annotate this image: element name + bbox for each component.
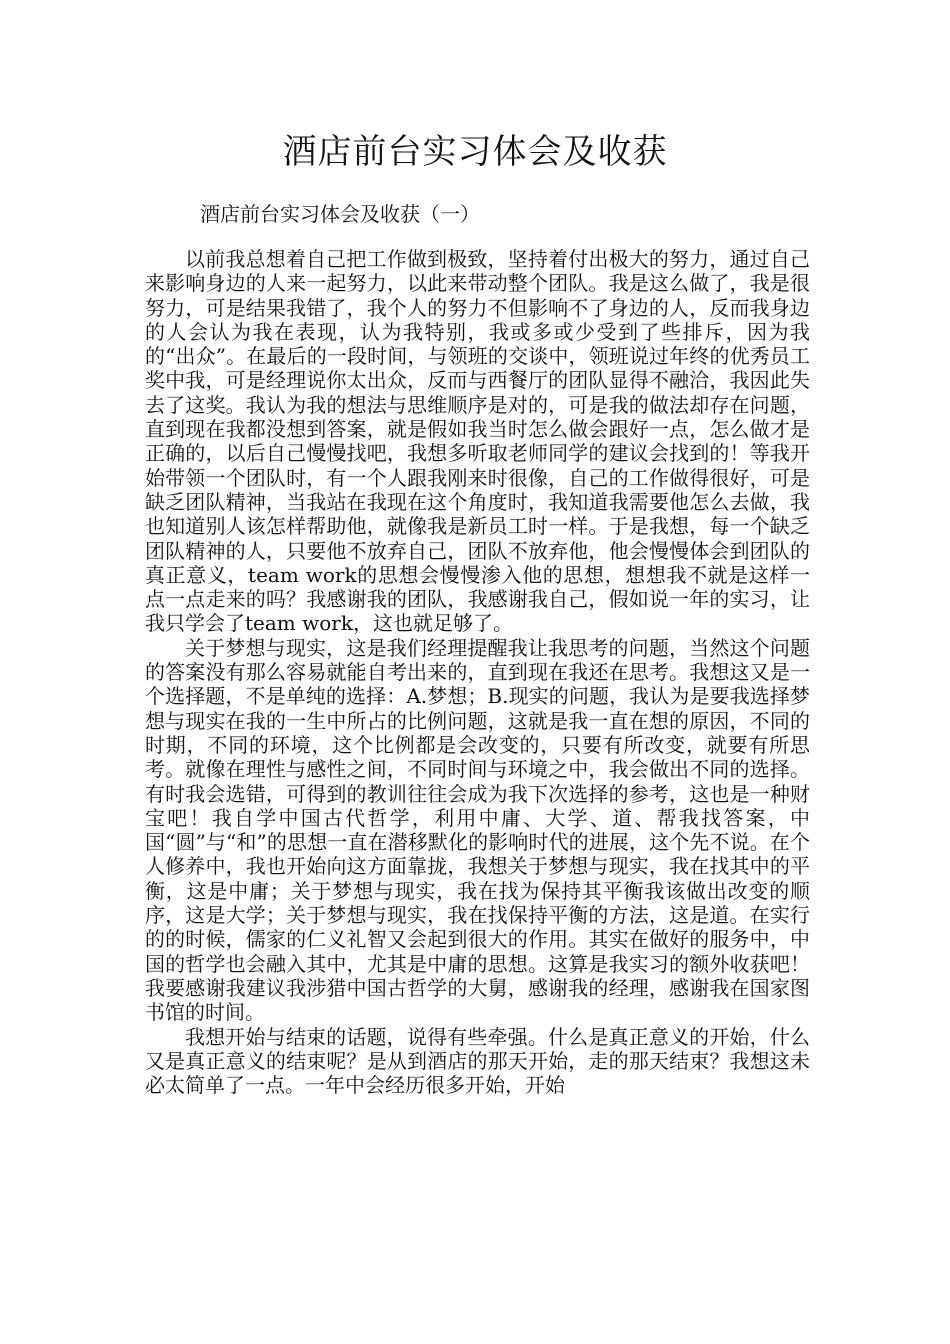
document-title: 酒店前台实习体会及收获 — [282, 132, 668, 172]
paragraph-3: 我想开始与结束的话题，说得有些牵强。什么是真正意义的开始，什么又是真正意义的结束呢？是从到酒店的那天开始，走的那天结束？我想这未必太简单了一点。一年中会经历很多开始，开始 — [145, 1024, 810, 1098]
body-text — [145, 247, 810, 1097]
paragraph-1: 以前我总想着自己把工作做到极致，坚持着付出极大的努力，通过自己来影响身边的人来一起努力，以此来带动整个团队。我是这么做了，我是很努力，可是结果我错了，我个人的努力不但影响不了身边的人，反而我身边的人会认为我在表现，认为我特别，我或多或少受到了些排斥，因为我的“出众”。在最后的一段时间，与领班的交谈中，领班说过年终的优秀员工奖中我，可是经理说你太出众，反而与西餐厅的团队显得不融洽，我因此失去了这奖。我认为我的想法与思维顺序是对的，可是我的做法却存在问题，直到现在我都没想到答案，就是假如我当时怎么做会跟好一点，怎么做才是正确的，以后自己慢慢找吧，我想多听取老师同学的建议会找到的！等我开始带领一个团队时，有一个人跟我刚来时很像，自己的工作做得很好，可是缺乏团队精神，当我站在我现在这个角度时，我知道我需要他怎么去做，我也知道别人该怎样帮助他，就像我是新员工时一样。于是我想，每一个缺乏团队精神的人，只要他不放弃自己，团队不放弃他，他会慢慢体会到团队的真正意义，team work的思想会慢慢渗入他的思想，想想我不就是这样一点一点走来的吗？我感谢我的团队，我感谢我自己，假如说一年的实习，让我只学会了team work，这也就足够了。 — [145, 247, 810, 636]
section-heading: 酒店前台实习体会及收获（一） — [200, 202, 480, 226]
paragraph-2: 关于梦想与现实，这是我们经理提醒我让我思考的问题，当然这个问题的答案没有那么容易就能自考出来的，直到现在我还在思考。我想这又是一个选择题，不是单纯的选择：A.梦想；B.现实的问题，我认为是要我选择梦想与现实在我的一生中所占的比例问题，这就是我一直在想的原因，不同的时期，不同的环境，这个比例都是会改变的，只要有所改变，就要有所思考。就像在理性与感性之间，不同时间与环境之中，我会做出不同的选择。有时我会选错，可得到的教训往往会成为我下次选择的参考，这也是一种财宝吧！我自学中国古代哲学，利用中庸、大学、道、帮我找答案，中国“圆”与“和”的思想一直在潜移默化的影响时代的进展，这个先不说。在个人修养中，我也开始向这方面靠拢，我想关于梦想与现实，我在找其中的平衡，这是中庸；关于梦想与现实，我在找为保持其平衡我该做出改变的顺序，这是大学；关于梦想与现实，我在找保持平衡的方法，这是道。在实行的的时候，儒家的仁义礼智又会起到很大的作用。其实在做好的服务中，中国的哲学也会融入其中，尤其是中庸的思想。这算是我实习的额外收获吧！我要感谢我建议我涉猎中国古哲学的大舅，感谢我的经理，感谢我在国家图书馆的时间。 — [145, 635, 810, 1025]
